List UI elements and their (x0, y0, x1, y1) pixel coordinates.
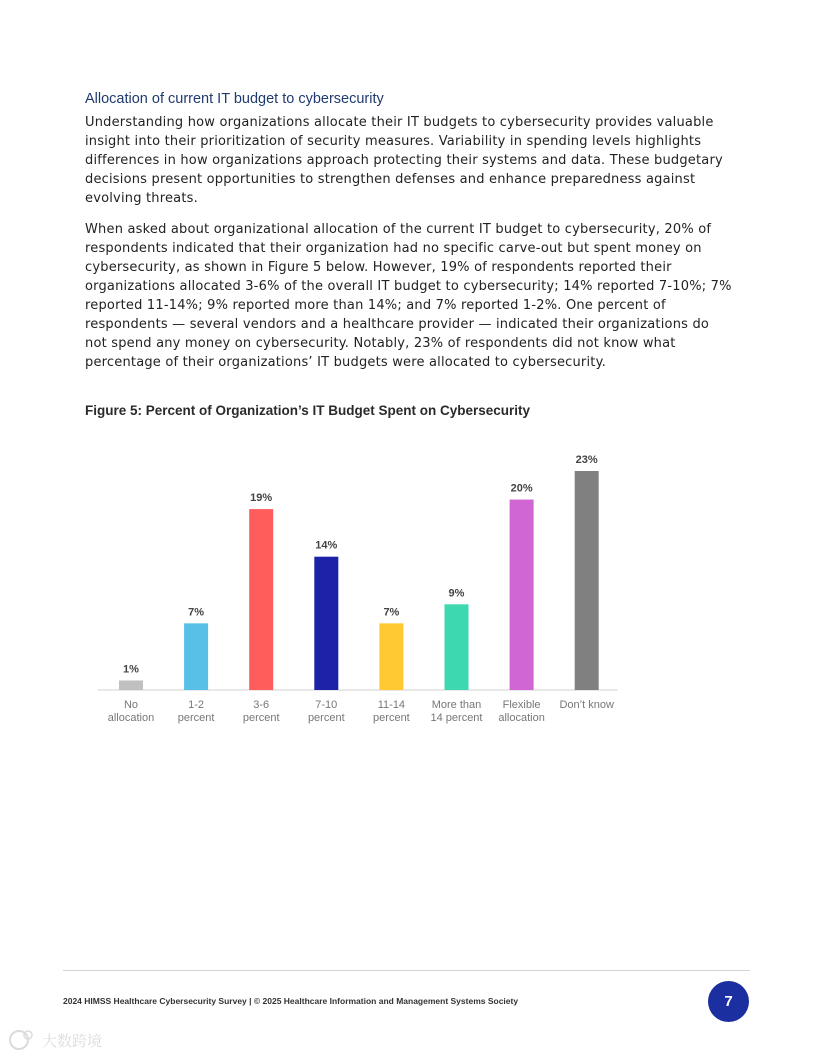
findings-paragraph: When asked about organizational allocation of the current IT budget to cybersecurity, 20% of respondents indicated that their organization had no specific carve-out but spent money on cybersecurity, as shown in Figure 5 below. However, 19% of respondents reported their organizations allocated 3-6% of the overall IT budget to cybersecurity; 14% reported 7-10%; 7% reported 11-14%; 9% reported more than 14%; and 7% reported 1-2%. One percent of respondents — several vendors and a healthcare provider — indicated their organizations do not spend any money on cybersecurity. Notably, 23% of respondents did not know what percentage of their organizations’ IT budgets were allocated to cybersecurity. (85, 222, 732, 370)
bar-2 (249, 509, 273, 690)
category-label: Don’t know (559, 699, 614, 711)
figure-title: Figure 5: Percent of Organization’s IT Budget Spent on Cybersecurity (85, 403, 531, 418)
bar-6 (510, 500, 534, 690)
bar-0 (119, 680, 143, 690)
bar-value-label: 14% (315, 539, 338, 552)
bar-value-label: 9% (448, 587, 465, 600)
bar-5 (445, 604, 469, 690)
bar-value-label: 1% (123, 663, 139, 676)
bar-value-label: 23% (575, 454, 598, 466)
category-label: More than 14 percent (430, 699, 483, 724)
bar-4 (379, 623, 403, 690)
bar-7 (575, 471, 599, 690)
bar-3 (314, 557, 338, 690)
bar-1 (184, 623, 208, 690)
category-label: 7-10 percent (307, 699, 345, 724)
category-label: 11-14 percent (373, 699, 410, 724)
intro-paragraph: Understanding how organizations allocate their IT budgets to cybersecurity provides valuable insight into their prioritization of security measures. Variability in spending levels highlights differences in how organizations approach protecting their systems and data. These budgetary decisions present opportunities to strengthen defenses and enhance preparedness against evolving threats. (85, 115, 723, 206)
budget-bar-chart (0, 440, 816, 740)
bar-value-label: 20% (510, 482, 533, 495)
bar-value-label: 7% (383, 606, 400, 619)
svg-text:大数跨境: 大数跨境 (42, 1032, 103, 1050)
page-number-badge: 7 (708, 981, 749, 1022)
watermark-logo (8, 1028, 108, 1052)
category-label: No allocation (107, 699, 155, 724)
footer-divider (63, 970, 750, 971)
category-label: 1-2 percent (177, 699, 215, 724)
bar-value-label: 19% (250, 492, 273, 505)
section-title: Allocation of current IT budget to cybersecurity (85, 91, 384, 107)
category-label: 3-6 percent (242, 699, 280, 724)
bar-value-label: 7% (188, 606, 205, 619)
footer-text: 2024 HIMSS Healthcare Cybersecurity Survey | © 2025 Healthcare Information and Management Systems Society (63, 996, 519, 1006)
category-label: Flexible allocation (498, 699, 545, 724)
